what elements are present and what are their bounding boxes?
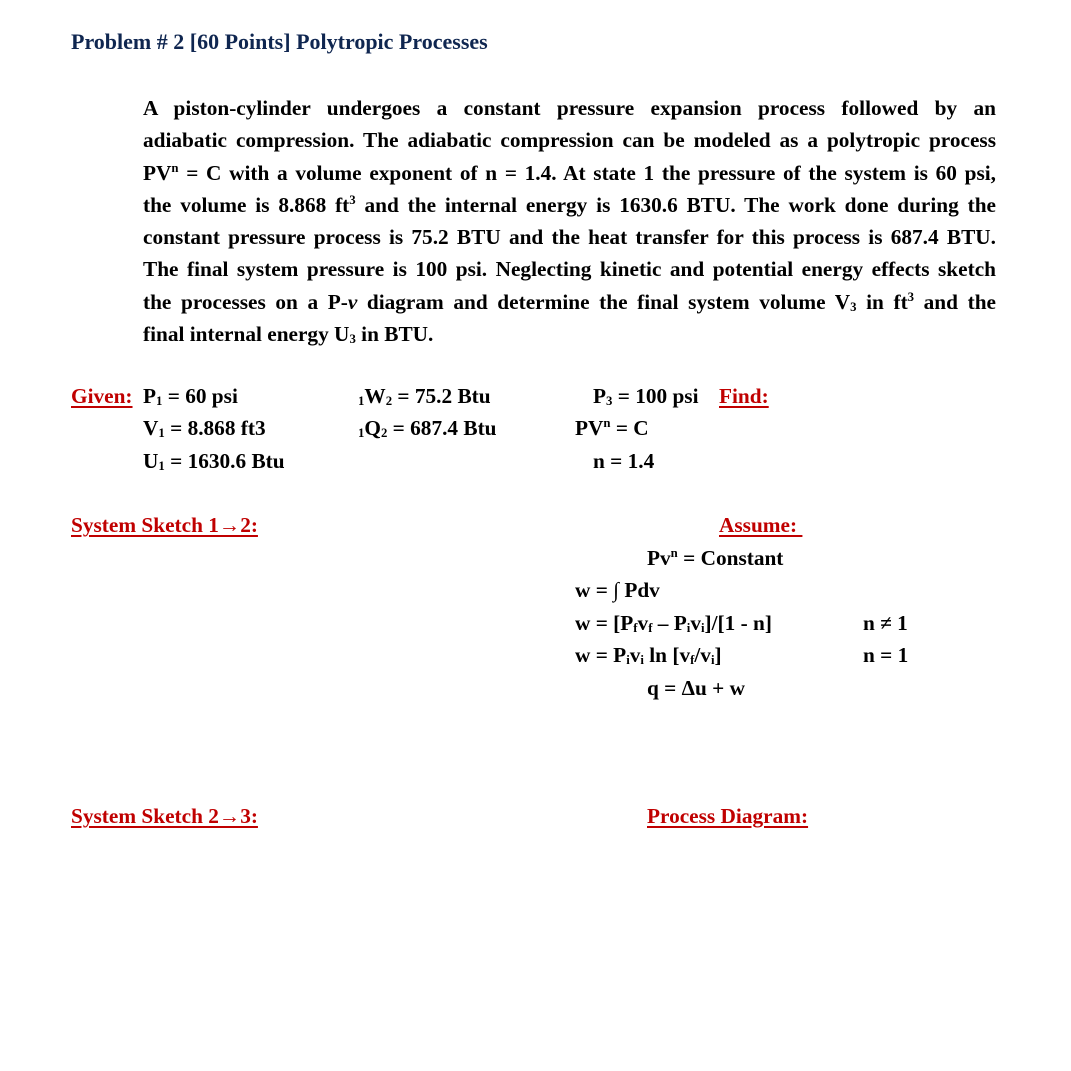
assume-polytropic-condition: n ≠ 1: [863, 611, 908, 635]
statement-line-1: A piston-cylinder undergoes a constant pressure expansion process followed by an: [143, 96, 996, 120]
statement-line-8: final internal energy $U_3$ in BTU.: [143, 322, 434, 347]
statement-line-2: adiabatic compression. The adiabatic compression can be modeled as a polytropic process: [143, 128, 996, 153]
assume-work-integral: w = ∫ Pdv: [575, 578, 660, 602]
assume-work-isothermal: $w = P_iv_i$ $\ln [v_f/v_i]$: [575, 643, 722, 667]
assume-pv-constant: $Pv^n$ = Constant: [647, 545, 784, 570]
problem-statement: [71, 92, 996, 350]
given-v1: $V_1 = 8.868$ ft3: [143, 416, 266, 440]
given-p1: $P_1 = 60$ psi: [143, 384, 238, 408]
statement-line-7: the processes on a P-v diagram and determine the final system volume $V_3$ in $ft^3$ and the: [143, 289, 996, 314]
assume-energy-balance: q = Δu + w: [647, 676, 745, 700]
statement-line-5: constant pressure process is 75.2 BTU and the heat transfer for this process is 687.4 BTU.: [143, 225, 996, 250]
given-u1: $U_1 = 1630.6$ Btu: [143, 449, 285, 473]
system-sketch-1-2-label: System Sketch 1→2:: [71, 513, 258, 537]
given-q12: $_1Q_2 = 687.4$ Btu: [358, 416, 497, 440]
system-sketch-2-3-label: System Sketch 2→3:: [71, 804, 258, 828]
process-diagram-label: Process Diagram:: [647, 804, 809, 828]
given-p3: $P_3 = 100$ psi: [593, 384, 699, 408]
given-label: Given:: [71, 384, 133, 408]
given-pvn: $PV^n = C$: [575, 415, 649, 440]
assume-work-polytropic: $w = [P_fv_f - P_iv_i]/[1 - n]$: [575, 611, 772, 635]
assume-label: Assume:: [719, 513, 803, 537]
statement-line-4: the volume is 8.868 $ft^3$ and the internal energy is 1630.6 BTU. The work done during the: [143, 192, 996, 217]
statement-line-6: The final system pressure is 100 psi. Neglecting kinetic and potential energy effects sketch: [143, 257, 996, 282]
find-label: Find:: [719, 384, 769, 408]
given-w12: $_1W_2 = 75.2$ Btu: [358, 384, 491, 408]
given-n: n = 1.4: [593, 449, 655, 473]
assume-isothermal-condition: n = 1: [863, 643, 909, 667]
problem-title: Problem # 2 [60 Points] Polytropic Processes: [71, 29, 488, 54]
statement-line-3: $PV^n = C$ with a volume exponent of n = 1.4. At state 1 the pressure of the system is 60 psi,: [143, 160, 996, 185]
